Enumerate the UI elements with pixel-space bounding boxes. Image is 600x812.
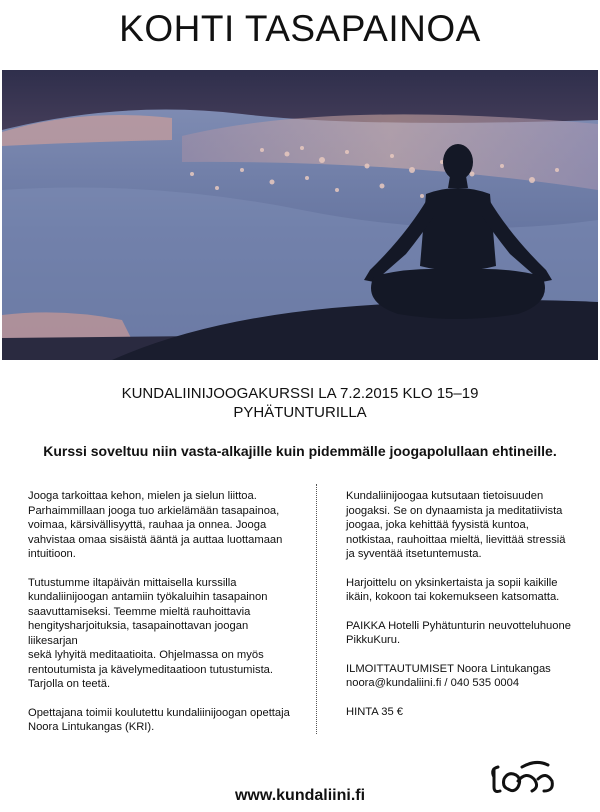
website-link[interactable]: www.kundaliini.fi — [234, 787, 366, 804]
paragraph-suitability: Harjoittelu on yksinkertaista ja sopii kaikille ikäin, kokoon tai kokemukseen katsomatta. — [346, 576, 560, 603]
paragraph-price: HINTA 35 € — [346, 705, 403, 718]
hero-photo — [2, 70, 598, 360]
paragraph-venue: PAIKKA Hotelli Pyhätunturin neuvotteluhuone PikkuKuru. — [346, 619, 571, 646]
paragraph-course-content: Tutustumme iltapäivän mittaisella kurssilla kundaliinijoogan antamiin työkaluihin tasapainon saavuttamiseksi. Teemme mieltä rauhoittavia hengitysharjoituksia, tasapainottavan joogan liikesarjan sekä lyhyitä meditaatioita. Ohjelmassa on myös rentoutumista ja kävelymeditaatioon tutustumista. Tarjolla on teetä. — [28, 576, 274, 690]
column-divider — [316, 484, 317, 734]
tagline: Kurssi soveltuu niin vasta-alkajille kuin pidemmälle joogapolullaan ehtineille. — [43, 443, 557, 459]
left-column — [28, 489, 290, 749]
paragraph-kundalini-description: Kundaliinijoogaa kutsutaan tietoisuuden joogaksi. Se on dynaamista ja meditatiivista joogaa, joka kehittää fyysistä kuntoa, notkistaa, rauhoittaa mieltä, lievittää stressiä ja syventää itsetuntemusta. — [346, 490, 566, 560]
paragraph-registration: ILMOITTAUTUMISET Noora Lintukangas noora@kundaliini.fi / 040 535 0004 — [346, 662, 551, 689]
course-heading — [0, 384, 600, 422]
paragraph-teacher: Opettajana toimii koulutettu kundaliinijoogan opettaja Noora Lintukangas (KRI). — [28, 706, 290, 733]
course-location-line: PYHÄTUNTURILLA — [233, 404, 367, 421]
right-column — [346, 489, 578, 733]
page-title: KOHTI TASAPAINOA — [119, 8, 481, 49]
course-date-line: KUNDALIINIJOOGAKURSSI LA 7.2.2015 KLO 15–19 — [121, 385, 479, 402]
paragraph-yoga-definition: Jooga tarkoittaa kehon, mielen ja sielun liittoa. Parhaimmillaan jooga tuo arkielämään tasapainoa, voimaa, kärsivällisyyttä, rauhaa ja onnea. Jooga vahvistaa omaa sisäistä ääntä ja auttaa luottamaan intuitioon. — [28, 490, 283, 560]
